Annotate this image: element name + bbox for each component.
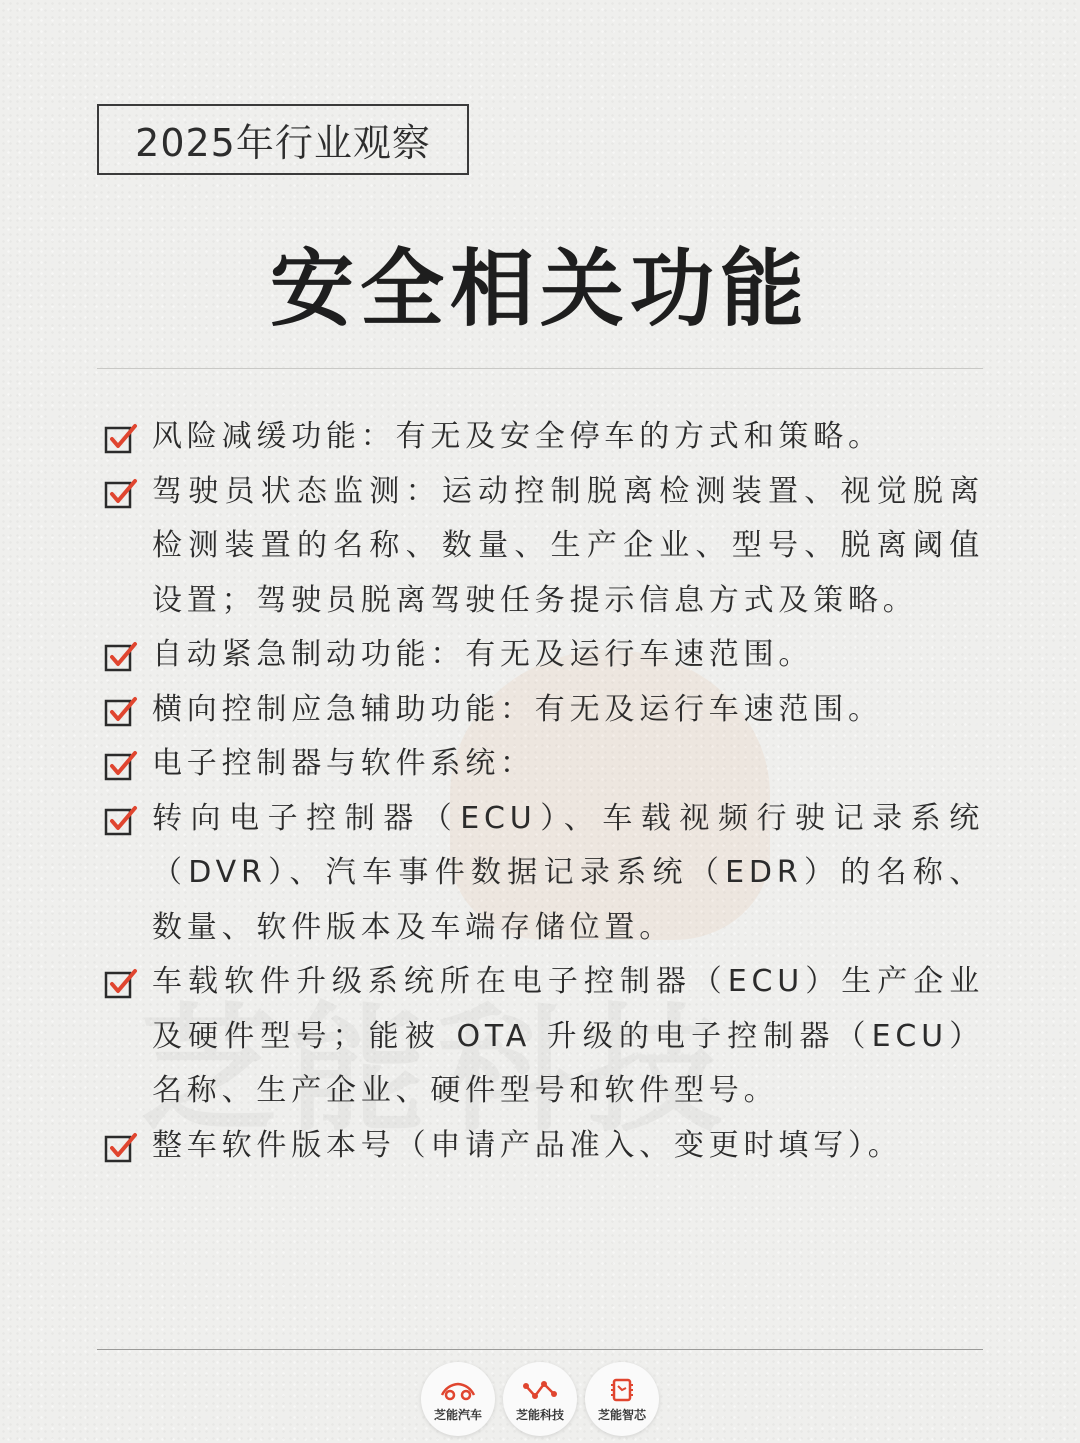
- page-title: 安全相关功能: [269, 239, 810, 338]
- item-text: 驾驶员状态监测：运动控制脱离检测装置、视觉脱离检测装置的名称、数量、生产企业、型号、脱离阈值设置；驾驶员脱离驾驶任务提示信息方式及策略。: [152, 473, 984, 618]
- list-item: [104, 410, 994, 465]
- list-item: [104, 1119, 994, 1174]
- item-text: 横向控制应急辅助功能：有无及运行车速范围。: [152, 691, 883, 727]
- network-logo-icon: [521, 1376, 559, 1404]
- list-item: [104, 683, 994, 738]
- brand-label: 芝能汽车: [433, 1407, 482, 1422]
- checkbox-checked-icon: [104, 422, 138, 456]
- item-text: 车载软件升级系统所在电子控制器（ECU）生产企业及硬件型号；能被 OTA 升级的电子控制器（ECU）名称、生产企业、硬件型号和软件型号。: [152, 964, 984, 1108]
- car-logo-icon: [439, 1376, 477, 1404]
- list-item: [104, 955, 994, 1119]
- brand-logo-tech[interactable]: [503, 1362, 577, 1436]
- chip-logo-icon: [603, 1376, 641, 1404]
- checkbox-checked-icon: [104, 477, 138, 511]
- list-item: [104, 737, 994, 792]
- requirement-list: [104, 410, 994, 1173]
- checkbox-checked-icon: [104, 804, 138, 838]
- item-text: 转向电子控制器（ECU）、车载视频行驶记录系统（DVR）、汽车事件数据记录系统（EDR）的名称、数量、软件版本及车端存储位置。: [152, 800, 984, 945]
- item-text: 风险减缓功能：有无及安全停车的方式和策略。: [152, 419, 883, 454]
- category-tag: 2025年行业观察: [97, 104, 469, 175]
- checkbox-checked-icon: [104, 640, 138, 674]
- checkbox-checked-icon: [104, 749, 138, 783]
- list-item: [104, 465, 994, 629]
- bottom-divider: [97, 1349, 983, 1350]
- checkbox-checked-icon: [104, 1131, 138, 1165]
- list-item: [104, 628, 994, 683]
- item-text: 整车软件版本号（申请产品准入、变更时填写）。: [152, 1127, 903, 1163]
- brand-label: 芝能智芯: [597, 1407, 646, 1422]
- item-text: 自动紧急制动功能：有无及运行车速范围。: [152, 637, 814, 672]
- brand-logo-chip[interactable]: [585, 1362, 659, 1436]
- checkbox-checked-icon: [104, 967, 138, 1001]
- brand-label: 芝能科技: [515, 1407, 564, 1422]
- item-text: 电子控制器与软件系统：: [152, 746, 535, 781]
- top-divider: [97, 368, 983, 369]
- brand-logo-auto[interactable]: [421, 1362, 495, 1436]
- brand-logos: [0, 1362, 1080, 1436]
- checkbox-checked-icon: [104, 695, 138, 729]
- list-item: [104, 792, 994, 956]
